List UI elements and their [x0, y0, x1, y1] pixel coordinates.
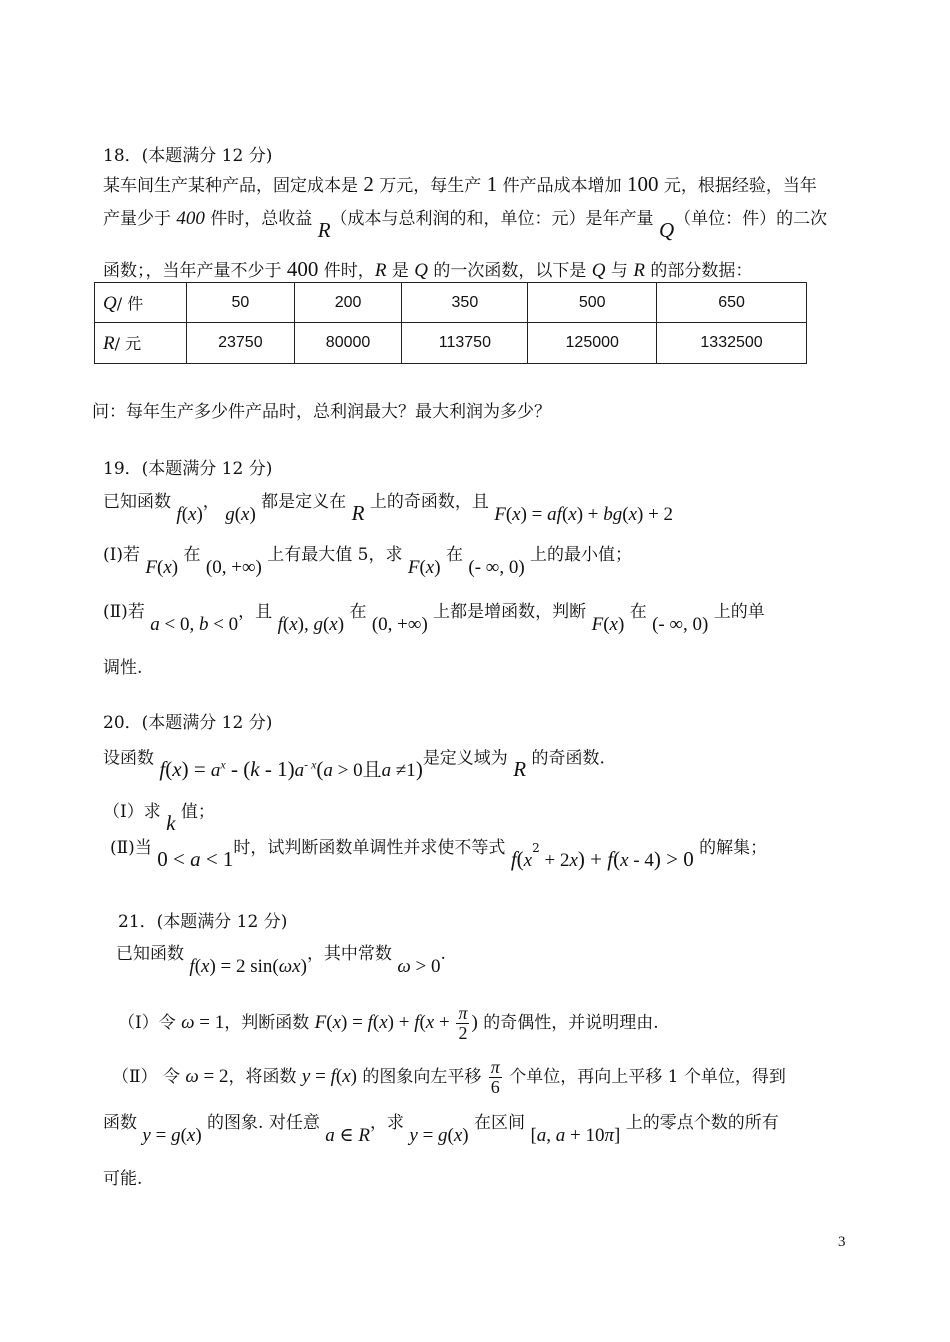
- fraction-pi-2: $\frac{\pi}{2}$: [458, 1003, 468, 1043]
- table-cell: 125000: [528, 323, 657, 364]
- q19-line3: (Ⅱ)若 a < 0, b < 0，且 f(x), g(x) 在 (0, +∞) 上都是增函数，判断 F(x) 在 (- ∞, 0) 上的单: [103, 602, 765, 635]
- q20-header: 20．(本题满分 12 分): [103, 713, 273, 733]
- q20-line1: 设函数 $f(x) = a^x - (k - 1)a^{- x}(a > 0$且a ≠1)是定义域为 R 的奇函数.: [103, 748, 605, 782]
- q19-line2: (Ⅰ)若 F(x) 在 (0, +∞) 上有最大值 5，求 F(x) 在 (- ∞, 0) 上的最小值；: [103, 545, 633, 578]
- q18-line3: 函数；，当年产量不少于 400 件时，R 是 Q 的一次函数，以下是 Q 与 R 的部分数据：: [103, 257, 753, 281]
- q19-header: 19．(本题满分 12 分): [103, 459, 273, 479]
- q19-line4: 调性.: [103, 658, 143, 678]
- table-row: [95, 283, 807, 323]
- table-cell: 500: [528, 283, 657, 323]
- table-cell: 23750: [187, 323, 295, 364]
- row-label-r: R/ 元: [95, 323, 187, 364]
- q21-header: 21．(本题满分 12 分): [118, 912, 288, 932]
- q18-data-table: [94, 282, 807, 364]
- q21-line2: （Ⅰ）令 ω = 1，判断函数 F(x) = f(x) + f(x + $\frac{\pi}{2}$ ) 的奇偶性，并说明理由.: [118, 1003, 659, 1043]
- q18-line1: 某车间生产某种产品，固定成本是 2 万元，每生产 1 件产品成本增加 100 元，根据经验，当年: [103, 172, 817, 196]
- q21-line5: 可能.: [103, 1169, 143, 1189]
- q18-header: 18．(本题满分 12 分): [103, 146, 273, 166]
- table-cell: 200: [294, 283, 402, 323]
- table-cell: 113750: [402, 323, 528, 364]
- page-number: 3: [838, 1234, 846, 1250]
- table-row: [95, 323, 807, 364]
- q18-question: 问：每年生产多少件产品时，总利润最大？最大利润为多少？: [92, 402, 551, 422]
- q21-line1: 已知函数 f(x) = 2 sin(ωx)，其中常数 ω > 0.: [116, 944, 446, 977]
- table-cell: 350: [402, 283, 528, 323]
- table-cell: 1332500: [657, 323, 807, 364]
- q21-line4: 函数 y = g(x) 的图象. 对任意 a ∈ R，求 y = g(x) 在区间 [a, a + 10π] 上的零点个数的所有: [103, 1113, 779, 1146]
- q19-line1: 已知函数 f(x)， g(x) 都是定义在 R 上的奇函数，且 F(x) = af(x) + bg(x) + 2: [103, 492, 674, 525]
- q20-line2: （Ⅰ）求 k 值；: [103, 802, 215, 835]
- table-cell: 50: [187, 283, 295, 323]
- table-cell: 650: [657, 283, 807, 323]
- q18-line2: 产量少于 400 件时，总收益 R（成本与总利润的和，单位：元）是年产量 Q（单位：件）的二次: [103, 208, 828, 242]
- q20-line3: (Ⅱ)当 0 < a < 1时，试判断函数单调性并求使不等式 $f(x^2 + 2x) + f(x - 4) > 0$ 的解集；: [110, 838, 768, 871]
- fraction-pi-6: $\frac{\pi}{6}$: [490, 1057, 500, 1097]
- table-cell: 80000: [294, 323, 402, 364]
- q21-line3: （Ⅱ） 令 ω = 2，将函数 y = f(x) 的图象向左平移 $\frac{\pi}{6}$ 个单位，再向上平移 1 个单位，得到: [112, 1057, 786, 1097]
- row-label-q: Q/ 件: [95, 283, 187, 323]
